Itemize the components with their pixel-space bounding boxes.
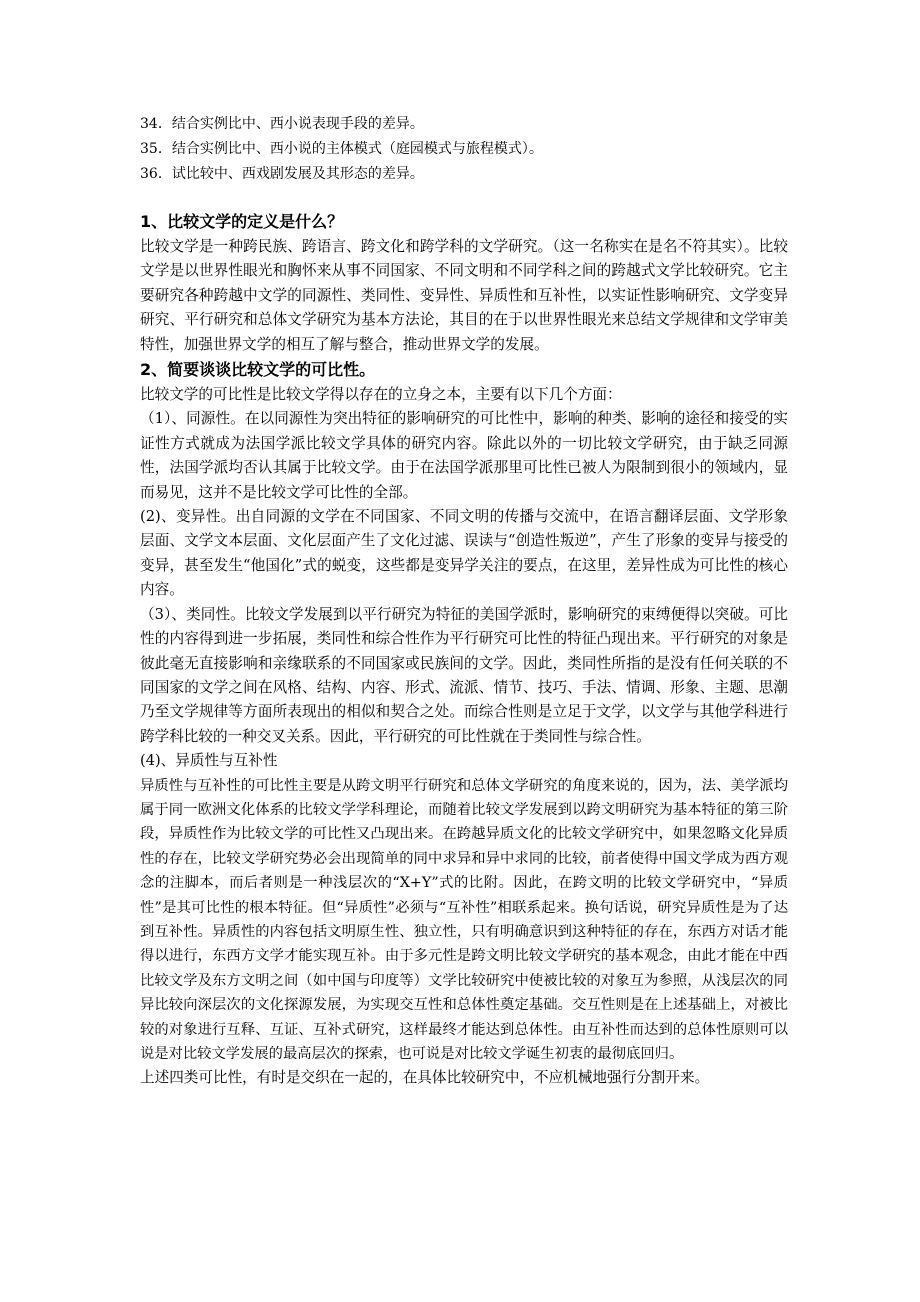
question-34: 34．结合实例比中、西小说表现手段的差异。	[140, 116, 424, 132]
section2-point4-title: (4)、异质性与互补性	[140, 752, 278, 770]
question-35: 35．结合实例比中、西小说的主体模式（庭园模式与旅程模式）。	[140, 141, 543, 157]
document-page	[140, 112, 788, 1091]
section2-point1: （1）、同源性。在以同源性为突出特征的影响研究的可比性中，影响的种类、影响的途径和接受的实证性方式就成为法国学派比较文学具体的研究内容。除此以外的一切比较文学研究，由于缺乏同源性，法国学派均否认其属于比较文学。由于在法国学派那里可比性已被人为限制到很小的领域内，显而易见，这并不是比较文学可比性的全部。	[140, 410, 788, 501]
section1-heading: 1、比较文学的定义是什么？	[140, 212, 344, 231]
section2-point2: (2)、变异性。出自同源的文学在不同国家、不同文明的传播与交流中，在语言翻译层面、文学形象层面、文学文本层面、文化层面产生了文化过滤、误读与“创造性叛逆”，产生了形象的变异与接受的变异，甚至发生“他国化”式的蜕变，这些都是变异学关注的要点，在这里，差异性成为可比性的核心内容。	[140, 508, 788, 599]
section2-conclusion: 上述四类可比性，有时是交织在一起的，在具体比较研究中，不应机械地强行分割开来。	[140, 1069, 710, 1087]
section2-point3: （3）、类同性。比较文学发展到以平行研究为特征的美国学派时，影响研究的束缚便得以突破。可比性的内容得到进一步拓展，类同性和综合性作为平行研究可比性的特征凸现出来。平行研究的对象是彼此毫无直接影响和亲缘联系的不同国家或民族间的文学。因此，类同性所指的是没有任何关联的不同国家的文学之间在风格、结构、内容、形式、流派、情节、技巧、手法、情调、形象、主题、思潮乃至文学规律等方面所表现出的相似和契合之处。而综合性则是立足于文学，以文学与其他学科进行跨学科比较的一种交叉关系。因此，平行研究的可比性就在于类同性与综合性。	[140, 605, 788, 745]
section2-point4: 异质性与互补性的可比性主要是从跨文明平行研究和总体文学研究的角度来说的，因为，法、美学派均属于同一欧洲文化体系的比较文学学科理论，而随着比较文学发展到以跨文明研究为基本特征的第三阶段，异质性作为比较文学的可比性又凸现出来。在跨越异质文化的比较文学研究中，如果忽略文化异质性的存在，比较文学研究势必会出现简单的同中求异和异中求同的比较，前者使得中国文学成为西方观念的注脚本，而后者则是一种浅层次的“X+Y”式的比附。因此，在跨文明的比较文学研究中，“异质性”是其可比性的根本特征。但“异质性”必须与“互补性”相联系起来。换句话说，研究异质性是为了达到互补性。异质性的内容包括文明原生性、独立性，只有明确意识到这种特征的存在，东西方对话才能得以进行，东西方文学才能实现互补。由于多元性是跨文明比较文学研究的基本观念，由此才能在中西比较文学及东方文明之间（如中国与印度等）文学比较研究中使被比较的对象互为参照，从浅层次的同异比较向深层次的文化探源发展，为实现交互性和总体性奠定基础。交互性则是在上述基础上，对被比较的对象进行互释、互证、互补式研究，这样最终才能达到总体性。由互补性而达到的总体性原则可以说是对比较文学发展的最高层次的探索，也可说是对比较文学诞生初衷的最彻底回归。	[140, 777, 788, 1062]
question-36: 36．试比较中、西戏剧发展及其形态的差异。	[140, 166, 424, 182]
section1-body: 比较文学是一种跨民族、跨语言、跨文化和跨学科的文学研究。（这一名称实在是名不符其实）。比较文学是以世界性眼光和胸怀来从事不同国家、不同文明和不同学科之间的跨越式文学比较研究。它主要研究各种跨越中文学的同源性、类同性、变异性、异质性和互补性，以实证性影响研究、文学变异研究、平行研究和总体文学研究为基本方法论，其目的在于以世界性眼光来总结文学规律和文学审美特性，加强世界文学的相互了解与整合，推动世界文学的发展。	[140, 238, 788, 353]
section-spacer	[140, 187, 788, 209]
section2-heading: 2、简要谈谈比较文学的可比性。	[140, 360, 376, 380]
section2-intro: 比较文学的可比性是比较文学得以存在的立身之本，主要有以下几个方面：	[140, 386, 622, 404]
